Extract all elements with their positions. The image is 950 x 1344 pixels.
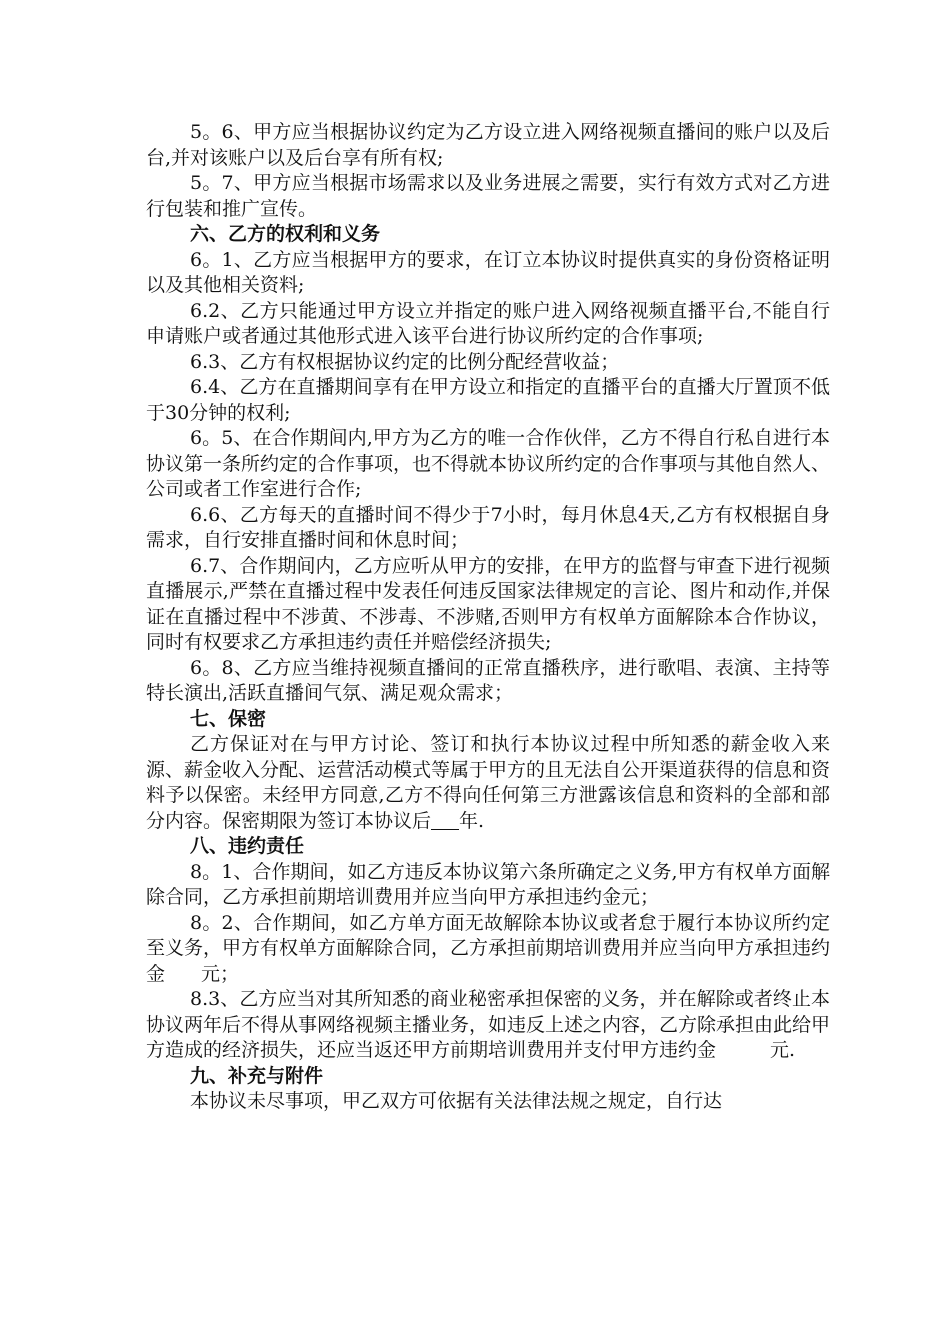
- section-heading-6: 六、乙方的权利和义务: [190, 223, 381, 245]
- clause-5-6: 5。6、甲方应当根据协议约定为乙方设立进入网络视频直播间的账户以及后台,并对该账户以及后台享有所有权;: [146, 121, 830, 169]
- section-heading-9: 九、补充与附件: [190, 1064, 324, 1087]
- clause-8-3: 8.3、乙方应当对其所知悉的商业秘密承担保密的义务，并在解除或者终止本协议两年后不得从事网络视频主播业务，如违反上述之内容，乙方除承担由此给甲方造成的经济损失，还应当返还甲方前期培训费用并支付甲方违约金 元.: [146, 988, 831, 1061]
- blank-line: [431, 810, 459, 830]
- supplementary-clause: 本协议未尽事项，甲乙双方可依据有关法律法规之规定，自行达: [190, 1090, 723, 1112]
- clause-6-5: 6。5、在合作期间内,甲方为乙方的唯一合作伙伴，乙方不得自行私自进行本协议第一条所约定的合作事项，也不得就本协议所约定的合作事项与其他自然人、公司或者工作室进行合作;: [146, 427, 831, 500]
- clause-6-1: 6。1、乙方应当根据甲方的要求，在订立本协议时提供真实的身份资格证明以及其他相关资料;: [146, 248, 830, 296]
- clause-6-3: 6.3、乙方有权根据协议约定的比例分配经营收益；: [190, 350, 620, 373]
- clause-5-7: 5。7、甲方应当根据市场需求以及业务进展之需要，实行有效方式对乙方进行包装和推广宣传。: [146, 172, 830, 220]
- clause-6-8: 6。8、乙方应当维持视频直播间的正常直播秩序，进行歌唱、表演、主持等特长演出,活跃直播间气氛、满足观众需求；: [146, 656, 830, 704]
- clause-6-2: 6.2、乙方只能通过甲方设立并指定的账户进入网络视频直播平台,不能自行申请账户或者通过其他形式进入该平台进行协议所约定的合作事项;: [146, 299, 830, 347]
- clause-8-1: 8。1、合作期间，如乙方违反本协议第六条所确定之义务,甲方有权单方面解除合同，乙方承担前期培训费用并应当向甲方承担违约金元；: [146, 860, 830, 908]
- clause-8-2: 8。2、合作期间，如乙方单方面无故解除本协议或者怠于履行本协议所约定至义务，甲方有权单方面解除合同，乙方承担前期培训费用并应当向甲方承担违约金 元；: [146, 911, 831, 985]
- clause-6-4: 6.4、乙方在直播期间享有在甲方设立和指定的直播平台的直播大厅置顶不低于30分钟的权利;: [146, 376, 830, 424]
- confidentiality-clause: 乙方保证对在与甲方讨论、签订和执行本协议过程中所知悉的薪金收入来源、薪金收入分配、运营活动模式等属于甲方的且无法自公开渠道获得的信息和资料予以保密。未经甲方同意,乙方不得向任何第三方泄露该信息和资料的全部和部分内容。保密期限为签订本协议后 年.: [146, 733, 831, 832]
- clause-6-7: 6.7、合作期间内，乙方应听从甲方的安排，在甲方的监督与审查下进行视频直播展示,严禁在直播过程中发表任何违反国家法律规定的言论、图片和动作,并保证在直播过程中不涉黄、不涉毒、不涉赌,否则甲方有权单方面解除本合作协议，同时有权要求乙方承担违约责任并赔偿经济损失;: [146, 554, 830, 653]
- section-heading-7: 七、保密: [190, 707, 267, 730]
- section-heading-8: 八、违约责任: [190, 835, 305, 857]
- clause-6-6: 6.6、乙方每天的直播时间不得少于7小时，每月休息4天,乙方有权根据自身需求，自行安排直播时间和休息时间；: [146, 503, 830, 551]
